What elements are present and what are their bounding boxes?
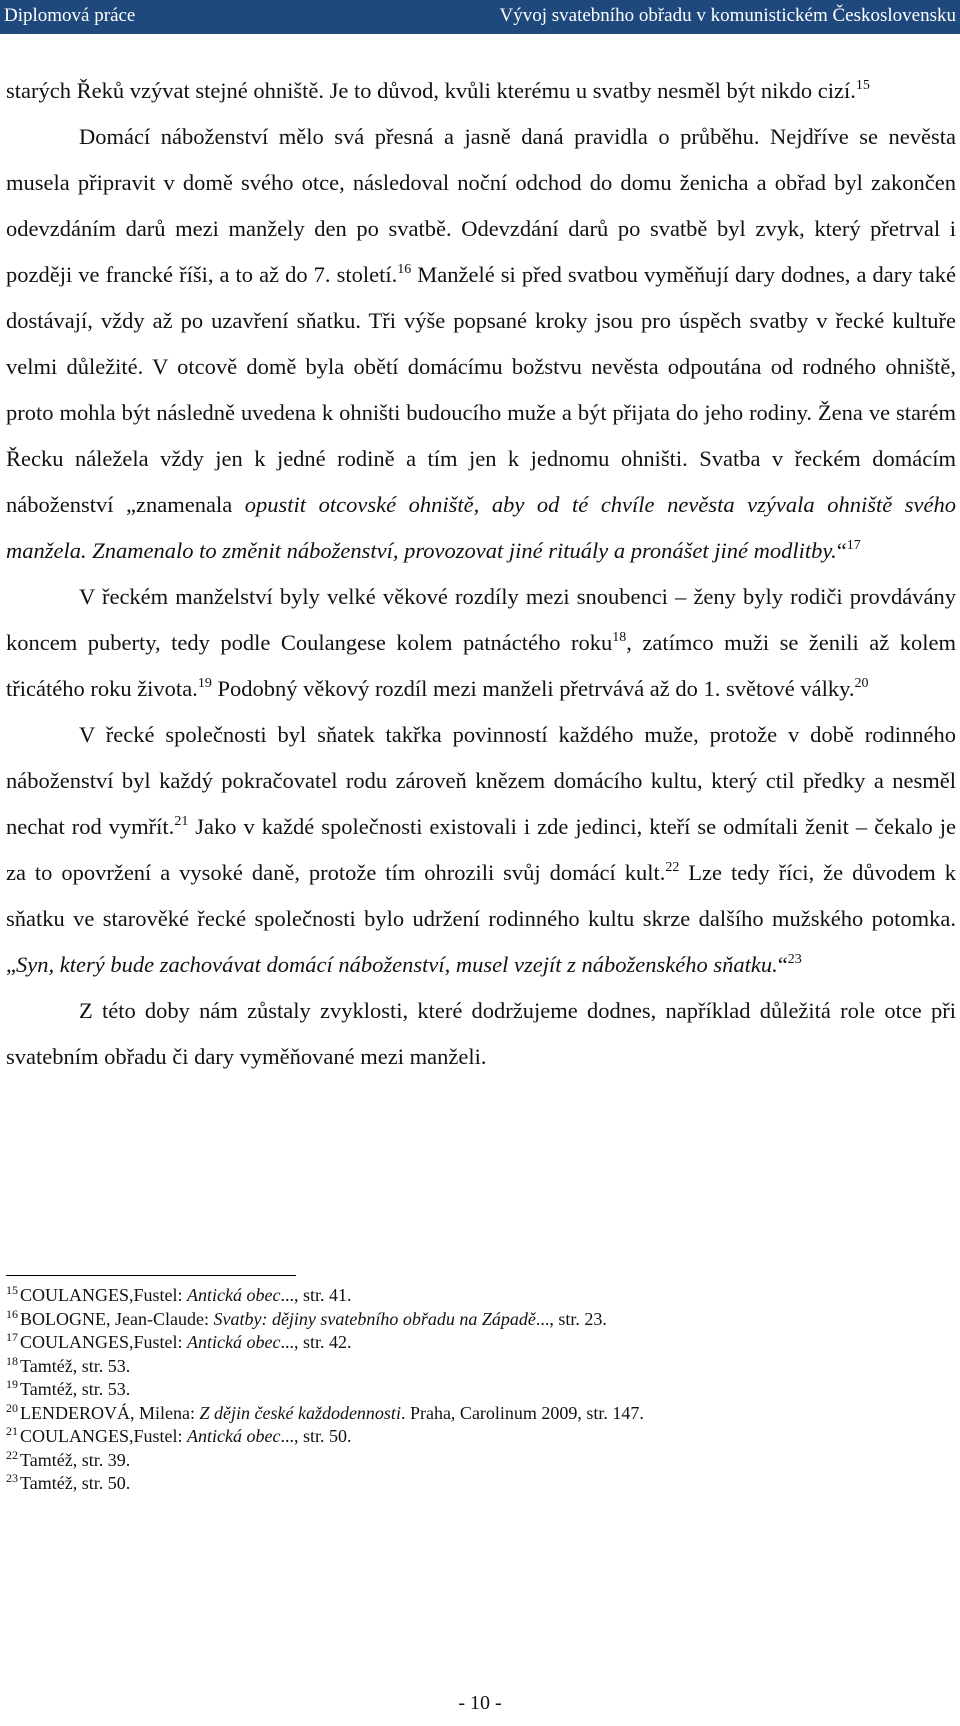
header-left-title: Diplomová práce bbox=[4, 5, 136, 26]
footnote-23 bbox=[6, 1472, 956, 1496]
text-run: V řeckém manželství byly velké věkové rozdíly mezi snoubenci – ženy byly rodiči provdávány koncem puberty, tedy podle Coulangese kolem patnáctého roku bbox=[6, 584, 956, 655]
footnote-number: 18 bbox=[6, 1353, 18, 1368]
quote-italic: Syn, který bude zachovávat domácí náboženství, musel vzejít z náboženského sňatku. bbox=[16, 952, 778, 977]
footnote-ref-22[interactable]: 22 bbox=[665, 860, 680, 875]
footnote-title: Svatby: dějiny svatebního obřadu na Západě bbox=[213, 1308, 536, 1329]
text-run: “ bbox=[836, 538, 847, 563]
footnote-separator bbox=[6, 1275, 296, 1276]
quote-italic: opustit otcovské ohniště, aby od té chvíle nevěsta vzývala ohniště svého manžela. Znamenalo to změnit náboženství, provozovat jiné rituály a pronášet jiné modlitby. bbox=[6, 492, 956, 563]
footnote-text: ..., str. 50. bbox=[280, 1426, 352, 1446]
footnote-20 bbox=[6, 1402, 956, 1426]
paragraph-1 bbox=[6, 68, 956, 114]
footnote-text: LENDEROVÁ, Milena: bbox=[20, 1402, 200, 1423]
footnote-22 bbox=[6, 1449, 956, 1473]
text-run: starých Řeků vzývat stejné ohniště. Je to důvod, kvůli kterému u svatby nesměl být nikdo cizí. bbox=[6, 78, 856, 103]
paragraph-5 bbox=[6, 988, 956, 1080]
text-run: “ bbox=[777, 952, 788, 977]
footnote-ref-21[interactable]: 21 bbox=[174, 814, 189, 829]
text-run: Z této doby nám zůstaly zvyklosti, které dodržujeme dodnes, například důležitá role otce při svatebním obřadu či dary vyměňované mezi manželi. bbox=[6, 998, 956, 1069]
paragraph-4 bbox=[6, 712, 956, 988]
footnote-title: Antická obec bbox=[187, 1332, 281, 1352]
footnote-number: 16 bbox=[6, 1306, 18, 1321]
footnote-text: ..., str. 41. bbox=[280, 1285, 352, 1305]
footnote-number: 20 bbox=[6, 1400, 18, 1415]
footnote-ref-15[interactable]: 15 bbox=[855, 78, 870, 93]
footnote-text: BOLOGNE, Jean-Claude: bbox=[20, 1308, 214, 1329]
footnote-21 bbox=[6, 1425, 956, 1449]
footnote-number: 17 bbox=[6, 1330, 18, 1344]
page-header bbox=[0, 0, 960, 34]
footnote-number: 23 bbox=[6, 1471, 18, 1485]
footnote-text: ..., str. 42. bbox=[280, 1332, 352, 1352]
footnote-ref-18[interactable]: 18 bbox=[612, 630, 627, 645]
footnote-title: Z dějin české každodennosti bbox=[199, 1402, 401, 1423]
footnote-ref-17[interactable]: 17 bbox=[846, 538, 861, 553]
footnote-19 bbox=[6, 1378, 956, 1402]
footnote-text: Tamtéž, str. 50. bbox=[20, 1473, 131, 1493]
footnote-ref-20[interactable]: 20 bbox=[854, 676, 869, 691]
footnote-text: COULANGES,Fustel: bbox=[20, 1426, 188, 1446]
text-run: Jako v každé společnosti existovali i zde jedinci, kteří se odmítali ženit – čekalo je za to opovržení a vysoké daně, protože tím ohrozili svůj domácí kult. bbox=[6, 814, 956, 885]
footnote-text: ..., str. 23. bbox=[535, 1308, 607, 1329]
text-run: Domácí náboženství mělo svá přesná a jasně daná pravidla o průběhu. Nejdříve se nevěsta musela připravit v domě svého otce, následoval noční odchod do domu ženicha a obřad byl zakončen odevzdáním darů mezi manžely den po svatbě. Odevzdání darů po svatbě byl zvyk, který přetrval i později ve francké říši, a to až do 7. století. bbox=[6, 124, 956, 287]
footnote-ref-16[interactable]: 16 bbox=[397, 262, 412, 277]
paragraph-3 bbox=[6, 574, 956, 712]
footnote-number: 15 bbox=[6, 1283, 18, 1297]
text-run: , zatímco muži se ženili až kolem třicátého roku života. bbox=[6, 630, 957, 701]
footnote-title: Antická obec bbox=[187, 1426, 281, 1446]
footnote-text: COULANGES,Fustel: bbox=[20, 1285, 188, 1305]
footnotes bbox=[6, 1275, 956, 1496]
text-run: Lze tedy říci, že důvodem k sňatku ve starověké řecké společnosti bylo udržení rodinného kultu skrze dalšího mužského potomka. „ bbox=[6, 860, 956, 977]
body-text bbox=[6, 68, 956, 1080]
footnote-17 bbox=[6, 1331, 956, 1355]
footnote-18 bbox=[6, 1355, 956, 1379]
header-right-title: Vývoj svatebního obřadu v komunistickém Československu bbox=[499, 5, 956, 26]
footnote-number: 21 bbox=[6, 1424, 18, 1438]
page-number: - 10 - bbox=[458, 1692, 502, 1714]
paragraph-2 bbox=[6, 114, 956, 574]
text-run: Podobný věkový rozdíl mezi manželi přetrvává až do 1. světové války. bbox=[211, 676, 855, 701]
footnote-title: Antická obec bbox=[187, 1285, 281, 1305]
footnote-text: Tamtéž, str. 53. bbox=[20, 1379, 131, 1399]
footnote-16 bbox=[6, 1308, 956, 1332]
footnote-text: . Praha, Carolinum 2009, str. 147. bbox=[400, 1402, 644, 1423]
footnote-ref-19[interactable]: 19 bbox=[197, 676, 212, 691]
footnote-number: 22 bbox=[6, 1447, 18, 1462]
text-run: V řecké společnosti byl sňatek takřka povinností každého muže, protože v době rodinného náboženství byl každý pokračovatel rodu zároveň knězem domácího kultu, který ctil předky a nesměl nechat rod vymřít. bbox=[6, 722, 956, 839]
footnote-ref-23[interactable]: 23 bbox=[787, 952, 802, 967]
footnote-text: COULANGES,Fustel: bbox=[20, 1332, 188, 1352]
footnote-number: 19 bbox=[6, 1377, 18, 1391]
footnote-15 bbox=[6, 1284, 956, 1308]
footnote-text: Tamtéž, str. 53. bbox=[20, 1355, 131, 1376]
text-run: Manželé si před svatbou vyměňují dary dodnes, a dary také dostávají, vždy až po uzavření sňatku. Tři výše popsané kroky jsou pro úspěch svatby v řecké kultuře velmi důležité. V otcově domě byla obětí domácímu božstvu nevěsta odpoutána od rodného ohniště, proto mohla být následně uvedena k ohništi budoucího muže a být přijata do jeho rodiny. Žena ve starém Řecku náležela vždy jen k jedné rodině a tím jen k jednomu ohništi. Svatba v řeckém domácím náboženství „znamenala bbox=[6, 262, 956, 517]
footnote-text: Tamtéž, str. 39. bbox=[20, 1449, 131, 1470]
